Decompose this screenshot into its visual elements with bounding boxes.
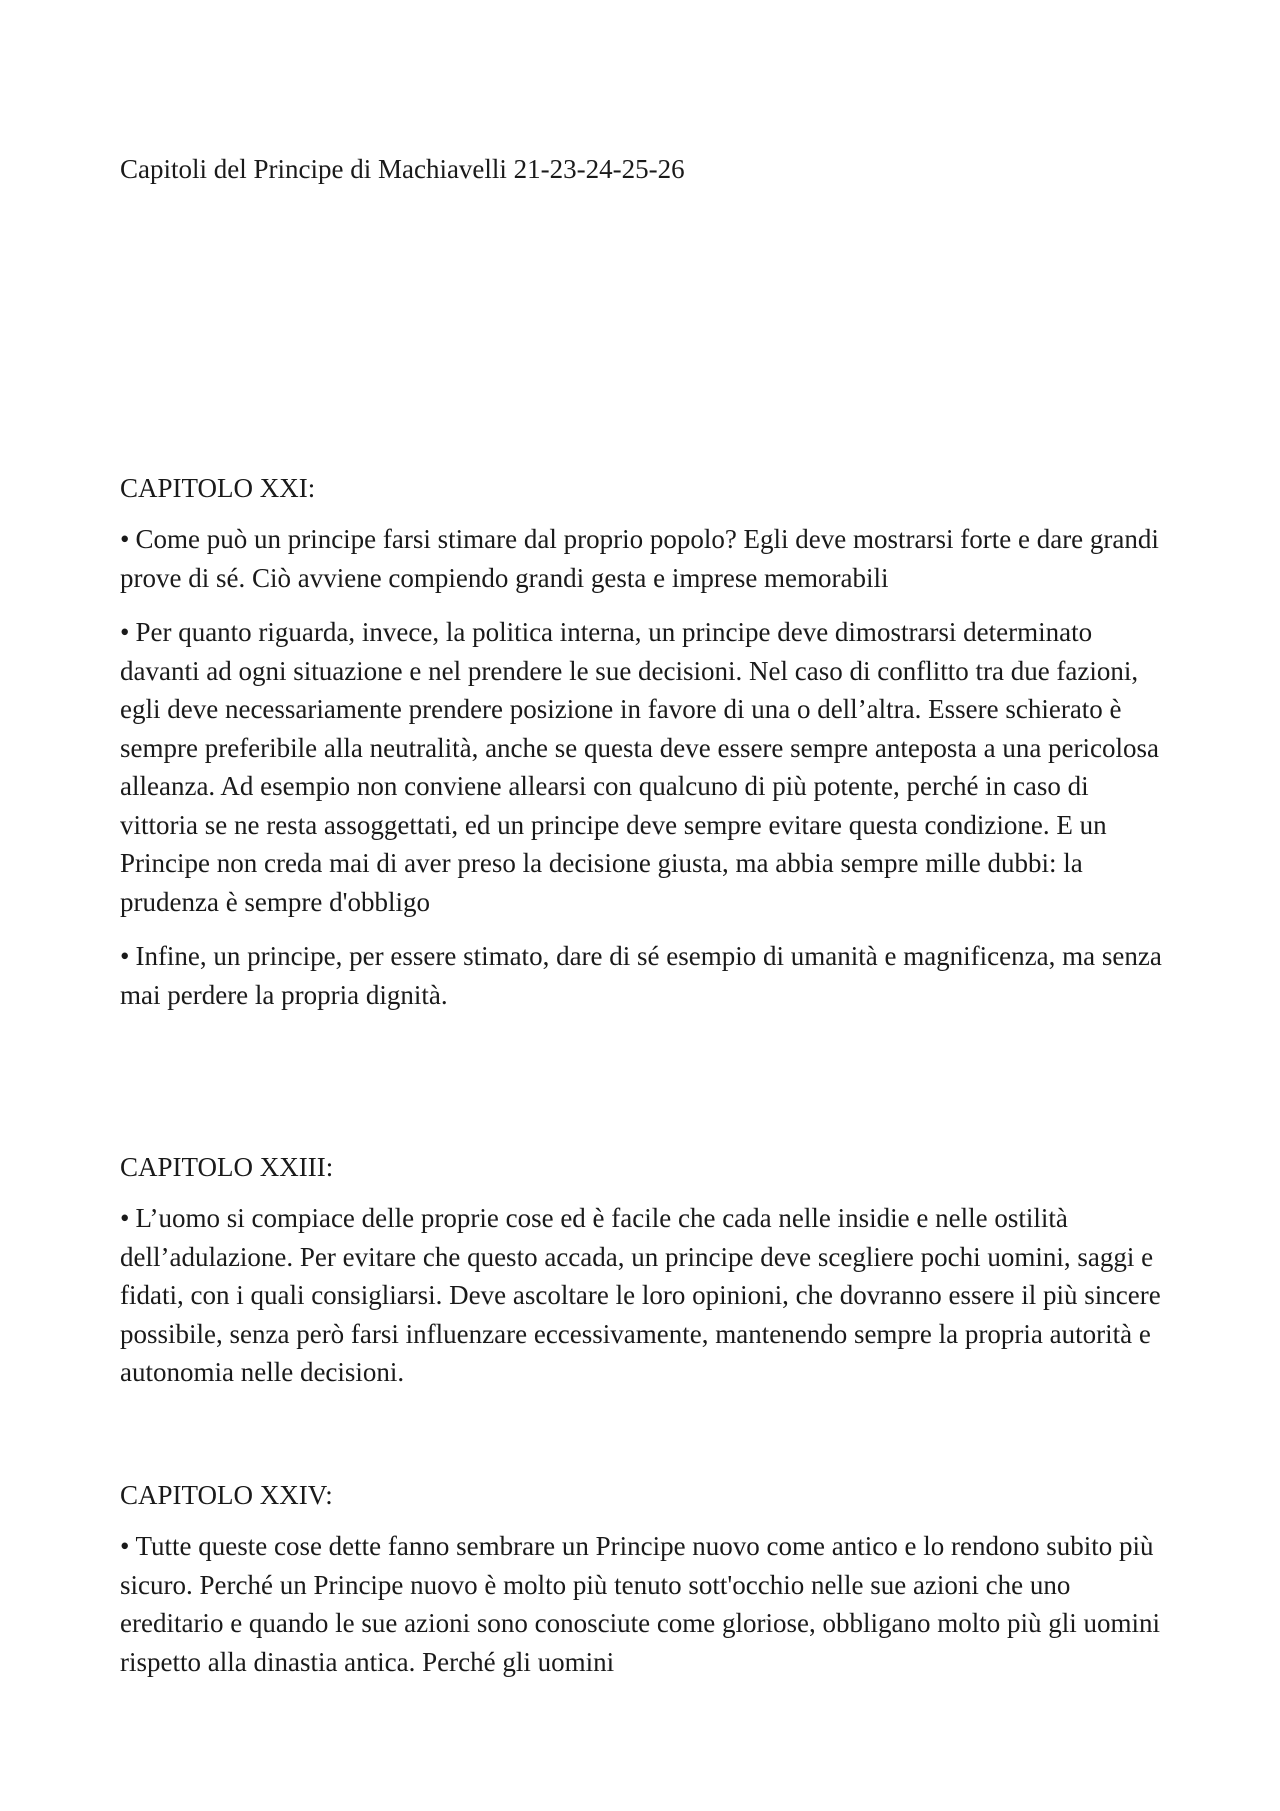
bullet-text: Infine, un principe, per essere stimato, dare di sé esempio di umanità e magnificenza, ma senza mai perdere la propria dignità. — [120, 941, 1162, 1010]
bullet-text: Per quanto riguarda, invece, la politica interna, un principe deve dimostrarsi determinato davanti ad ogni situazione e nel prendere le sue decisioni. Nel caso di conflitto tra due fazioni, egli deve necessariamente prendere posizione in favore di una o dell’altra. Essere schierato è sempre preferibile alla neutralità, anche se questa deve essere sempre anteposta a una pericolosa alleanza. Ad esempio non conviene allearsi con qualcuno di più potente, perché in caso di vittoria se ne resta assoggettati, ed un principe deve sempre evitare questa condizione. E un Principe non creda mai di aver preso la decisione giusta, ma abbia sempre mille dubbi: la prudenza è sempre d'obbligo — [120, 617, 1160, 917]
bullet-mark: • — [120, 1203, 130, 1233]
bullet-paragraph — [120, 1199, 1170, 1392]
bullet-mark: • — [120, 617, 130, 647]
bullet-text: Tutte queste cose dette fanno sembrare un Principe nuovo come antico e lo rendono subito più sicuro. Perché un Principe nuovo è molto più tenuto sott'occhio nelle sue azioni che uno ereditario e quando le sue azioni sono conosciute come gloriose, obbligano molto più gli uomini rispetto alla dinastia antica. Perché gli uomini — [120, 1531, 1161, 1677]
document-title: Capitoli del Principe di Machiavelli 21-23-24-25-26 — [120, 154, 685, 184]
bullet-mark: • — [120, 524, 130, 554]
bullet-mark: • — [120, 941, 130, 971]
section-capitolo-xxiv — [120, 1475, 1170, 1697]
section-capitolo-xxiii — [120, 1147, 1170, 1408]
section-heading: CAPITOLO XXI: — [120, 473, 316, 503]
bullet-paragraph — [120, 613, 1170, 921]
bullet-text: L’uomo si compiace delle proprie cose ed è facile che cada nelle insidie e nelle ostilità dell’adulazione. Per evitare che questo accada, un principe deve scegliere pochi uomini, saggi e fidati, con i quali consigliarsi. Deve ascoltare le loro opinioni, che dovranno essere il più sincere possibile, senza però farsi influenzare eccessivamente, mantenendo sempre la propria autorità e autonomia nelle decisioni. — [120, 1203, 1161, 1387]
bullet-paragraph — [120, 937, 1170, 1014]
section-heading: CAPITOLO XXIII: — [120, 1152, 334, 1182]
bullet-text: Come può un principe farsi stimare dal proprio popolo? Egli deve mostrarsi forte e dare grandi prove di sé. Ciò avviene compiendo grandi gesta e imprese memorabili — [120, 524, 1159, 593]
bullet-paragraph — [120, 520, 1170, 597]
section-capitolo-xxi — [120, 468, 1170, 1030]
bullet-mark: • — [120, 1531, 130, 1561]
bullet-paragraph — [120, 1527, 1170, 1681]
section-heading: CAPITOLO XXIV: — [120, 1480, 333, 1510]
